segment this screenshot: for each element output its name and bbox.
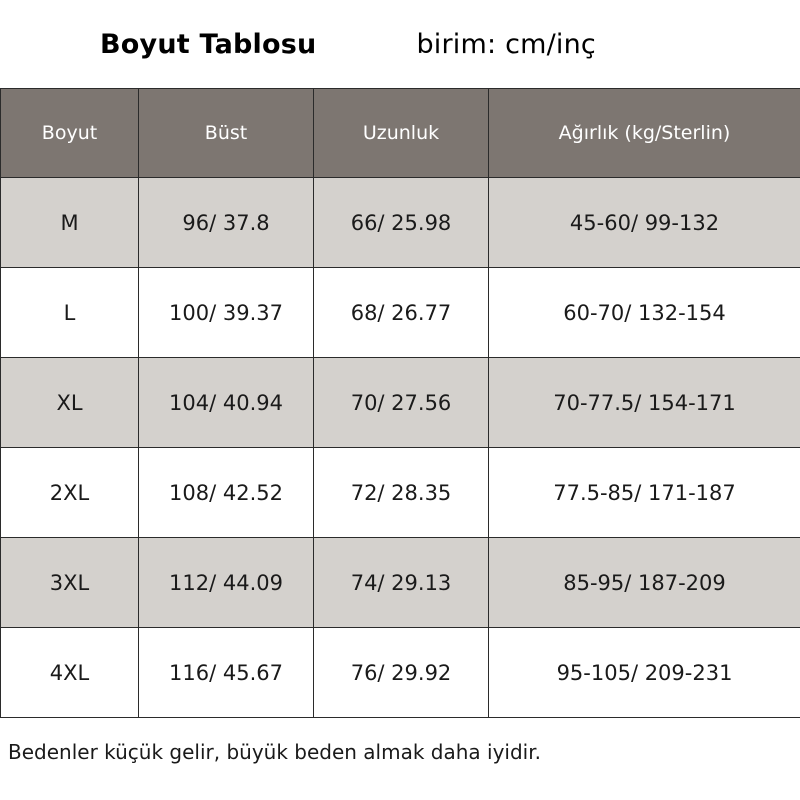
cell-bust: 104/ 40.94 xyxy=(139,358,314,448)
table-row xyxy=(1,448,800,538)
cell-size: 3XL xyxy=(1,538,139,628)
page-title: Boyut Tablosu xyxy=(100,28,317,60)
cell-length: 66/ 25.98 xyxy=(314,178,489,268)
cell-size: 2XL xyxy=(1,448,139,538)
cell-length: 74/ 29.13 xyxy=(314,538,489,628)
cell-bust: 108/ 42.52 xyxy=(139,448,314,538)
unit-note: birim: cm/inç xyxy=(416,28,596,60)
column-header-bust: Büst xyxy=(139,89,314,178)
cell-weight: 60-70/ 132-154 xyxy=(489,268,800,358)
table-row xyxy=(1,268,800,358)
cell-weight: 77.5-85/ 171-187 xyxy=(489,448,800,538)
table-row xyxy=(1,628,800,718)
cell-weight: 70-77.5/ 154-171 xyxy=(489,358,800,448)
cell-bust: 112/ 44.09 xyxy=(139,538,314,628)
title-row xyxy=(0,0,800,88)
cell-size: L xyxy=(1,268,139,358)
header-row xyxy=(1,89,800,178)
column-header-weight: Ağırlık (kg/Sterlin) xyxy=(489,89,800,178)
cell-length: 68/ 26.77 xyxy=(314,268,489,358)
cell-size: 4XL xyxy=(1,628,139,718)
cell-length: 72/ 28.35 xyxy=(314,448,489,538)
footer-note: Bedenler küçük gelir, büyük beden almak daha iyidir. xyxy=(8,740,541,764)
table-body xyxy=(1,178,800,718)
cell-bust: 96/ 37.8 xyxy=(139,178,314,268)
cell-bust: 116/ 45.67 xyxy=(139,628,314,718)
size-table xyxy=(0,88,800,718)
table-header xyxy=(1,89,800,178)
column-header-size: Boyut xyxy=(1,89,139,178)
column-header-length: Uzunluk xyxy=(314,89,489,178)
cell-size: M xyxy=(1,178,139,268)
table-row xyxy=(1,358,800,448)
cell-size: XL xyxy=(1,358,139,448)
cell-bust: 100/ 39.37 xyxy=(139,268,314,358)
table-row xyxy=(1,178,800,268)
cell-weight: 45-60/ 99-132 xyxy=(489,178,800,268)
table-row xyxy=(1,538,800,628)
cell-weight: 85-95/ 187-209 xyxy=(489,538,800,628)
cell-length: 76/ 29.92 xyxy=(314,628,489,718)
cell-length: 70/ 27.56 xyxy=(314,358,489,448)
cell-weight: 95-105/ 209-231 xyxy=(489,628,800,718)
